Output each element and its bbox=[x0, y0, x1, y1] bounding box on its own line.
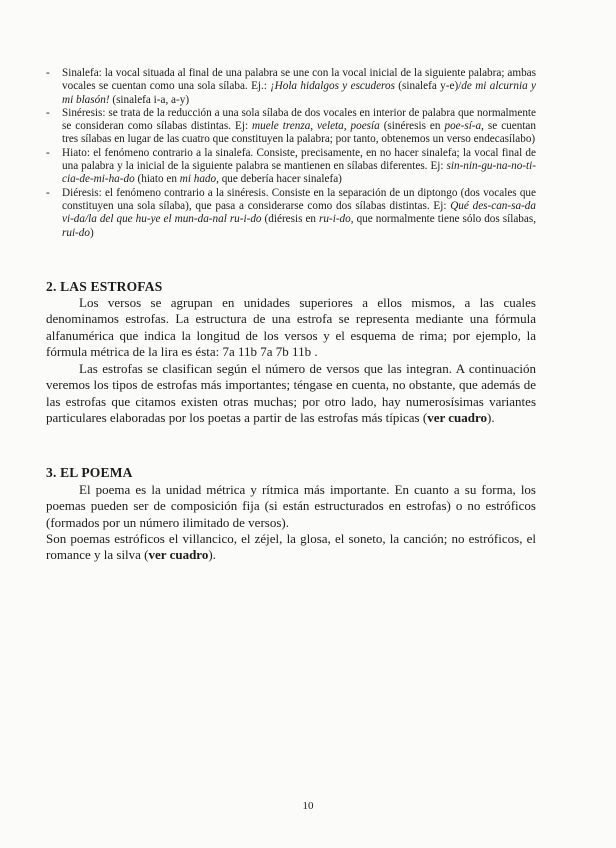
list-item-sineresis: - Sinéresis: se trata de la reducción a una sola sílaba de dos vocales en interior de palabra que normalmente se consideran como sílabas distintas. Ej: muele trenza, veleta, poesía (sinéresis en poe-sí-a, se cuentan tres sílabas en lugar de las cuatro que constituyen la palabra; por tanto, obtenemos un verso endecasílabo) bbox=[46, 106, 536, 146]
paragraph-poema-2: Son poemas estróficos el villancico, el zéjel, la glosa, el soneto, la canción; no estróficos, el romance y la silva (ver cuadro). bbox=[46, 531, 536, 563]
list-item-dieresis: - Diéresis: el fenómeno contrario a la sinéresis. Consiste en la separación de un diptongo (dos vocales que constituyen una sola sílaba), que pasa a considerarse como dos sílabas distintas. Ej: Qué des-can-sa-da vi-da/la del que hu-ye el mun-da-nal ru-i-do (diéresis en ru-i-do, que normalmente tiene sólo dos sílabas, rui-do) bbox=[46, 186, 536, 239]
list-item-sinalefa: - Sinalefa: la vocal situada al final de una palabra se une con la vocal inicial de la siguiente palabra; ambas vocales se cuentan como una sola sílaba. Ej.: ¡Hola hidalgos y escuderos (sinalefa y-e)/de mi alcurnia y mi blasón! (sinalefa i-a, a-y) bbox=[46, 67, 536, 106]
page-number: 10 bbox=[302, 800, 314, 812]
list-item-hiato: - Hiato: el fenómeno contrario a la sinalefa. Consiste, precisamente, en no hacer sinalefa; la vocal final de una palabra y la inicial de la siguiente palabra se mantienen en sílabas diferentes. Ej: sin-nin-gu-na-no-ti-cia-de-mi-ha-do (hiato en mi hado, que debería hacer sinalefa) bbox=[46, 146, 536, 186]
figures-list bbox=[46, 67, 536, 240]
bullet-dash: - bbox=[46, 146, 50, 159]
bullet-dash: - bbox=[46, 186, 50, 199]
section-title-poema: 3. EL POEMA bbox=[46, 465, 133, 480]
paragraph-poema-1: El poema es la unidad métrica y rítmica más importante. En cuanto a su forma, los poemas pueden ser de composición fija (si están estructurados en estrofas) o no estróficos (formados por un número ilimitado de versos). bbox=[46, 482, 536, 530]
bullet-dash: - bbox=[46, 67, 50, 79]
section-title-estrofas: 2. LAS ESTROFAS bbox=[46, 279, 163, 294]
paragraph-estrofas-2: Las estrofas se clasifican según el número de versos que las integran. A continuación veremos los tipos de estrofas más importantes; téngase en cuenta, no obstante, que además de las estrofas que citamos existen otras muchas; por otro lado, hay numerosísimas variantes particulares elaboradas por los poetas a partir de las estrofas más típicas (ver cuadro). bbox=[46, 361, 536, 425]
bullet-dash: - bbox=[46, 106, 50, 119]
paragraph-estrofas-1: Los versos se agrupan en unidades superiores a ellos mismos, a las cuales denominamos estrofas. La estructura de una estrofa se representa mediante una fórmula alfanumérica que indica la longitud de los versos y el esquema de rima; por ejemplo, la fórmula métrica de la lira es ésta: 7a 11b 7a 7b 11b . bbox=[46, 295, 536, 359]
